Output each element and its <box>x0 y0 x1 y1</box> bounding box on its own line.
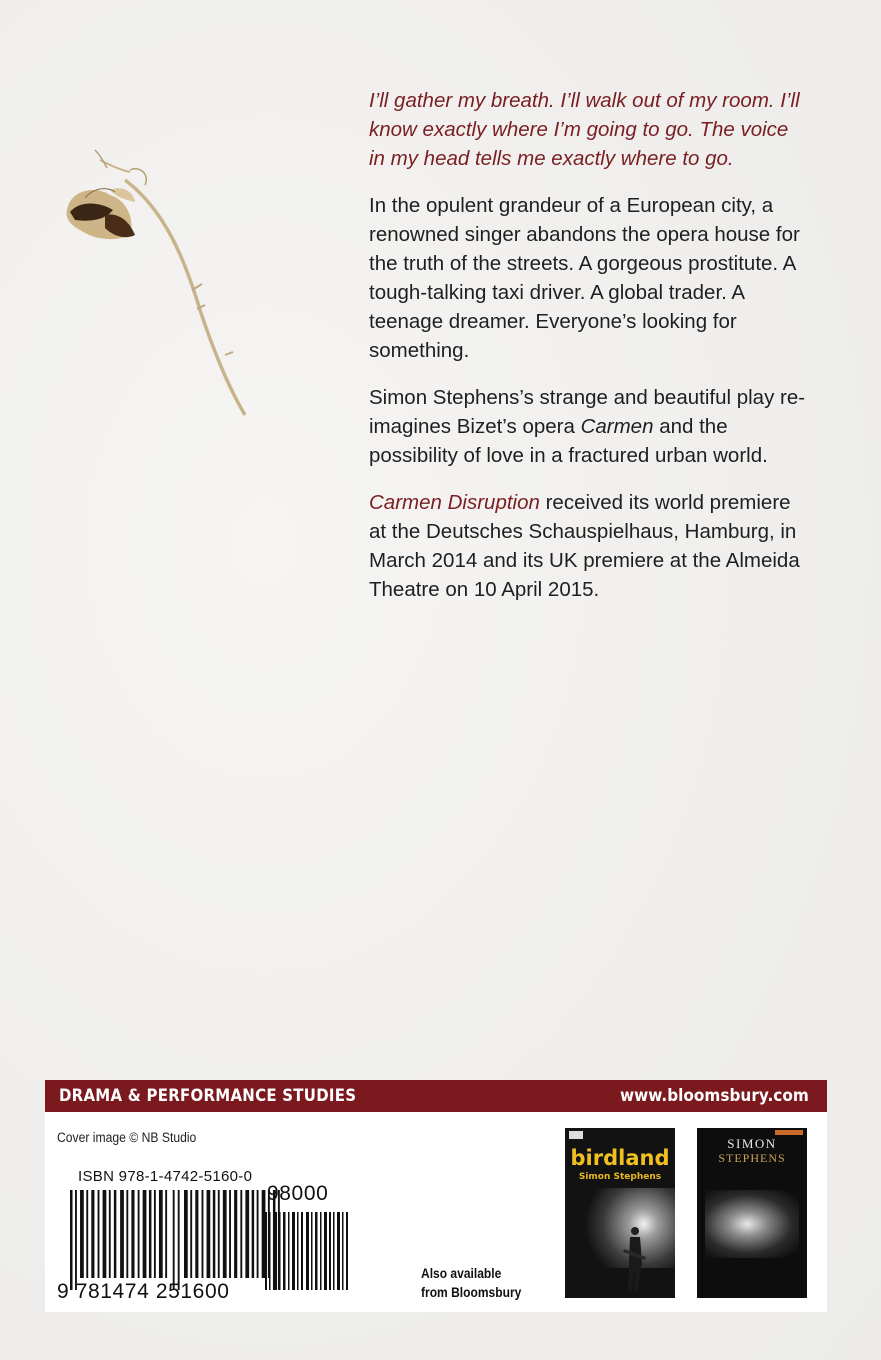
book-cover-simon-stephens-plays[interactable] <box>697 1128 807 1298</box>
category-label: DRAMA & PERFORMANCE STUDIES <box>59 1086 357 1106</box>
cover-credit: Cover image © NB Studio <box>57 1130 197 1145</box>
blurb-paragraph-synopsis: In the opulent grandeur of a European city, a renowned singer abandons the opera house for the truth of the streets. A gorgeous prostitute. A tough-talking taxi driver. A global trader. A teenage dreamer. Everyone’s looking for something. <box>369 194 800 362</box>
book-title: birdland <box>570 1146 670 1170</box>
author-first-name: SIMON <box>727 1136 777 1151</box>
author-text-end: and the possibility of love in a fractured urban world. <box>369 415 768 467</box>
premiere-text: received its world premiere at the Deutsches Schauspielhaus, Hamburg, in March 2014 and its UK premiere at the Almeida Theatre on 10 April 2015. <box>369 491 800 601</box>
series-logo <box>569 1131 583 1139</box>
series-logo <box>775 1130 803 1135</box>
publisher-url[interactable]: www.bloomsbury.com <box>620 1086 809 1106</box>
also-available-label <box>421 1264 521 1302</box>
book-cover-birdland[interactable] <box>565 1128 675 1298</box>
pull-quote: I’ll gather my breath. I’ll walk out of my room. I’ll know exactly where I’m going to go. The voice in my head tells me exactly where to go. <box>369 89 800 170</box>
cover-photo <box>705 1190 799 1258</box>
blurb <box>369 86 809 622</box>
info-panel <box>45 1112 827 1312</box>
price-code: 98000 <box>267 1182 329 1205</box>
dried-rose-image <box>55 140 265 430</box>
also-line-1: Also available <box>421 1265 502 1281</box>
opera-title: Carmen <box>580 415 654 438</box>
blurb-paragraph-author <box>369 383 809 470</box>
author-last-name: STEPHENS <box>718 1151 786 1165</box>
category-banner <box>45 1080 827 1112</box>
author-text: Simon Stephens’s strange and beautiful play re-imagines Bizet’s opera <box>369 386 806 438</box>
price-barcode <box>263 1190 353 1290</box>
play-title: Carmen Disruption <box>369 491 540 514</box>
barcode-digits: 9 781474 251600 <box>57 1280 230 1303</box>
book-author: Simon Stephens <box>578 1172 662 1182</box>
isbn-number: ISBN 978-1-4742-5160-0 <box>78 1168 253 1185</box>
blurb-paragraph-premiere <box>369 488 809 604</box>
also-line-2: from Bloomsbury <box>421 1284 522 1300</box>
figure-silhouette-image <box>620 1223 650 1293</box>
